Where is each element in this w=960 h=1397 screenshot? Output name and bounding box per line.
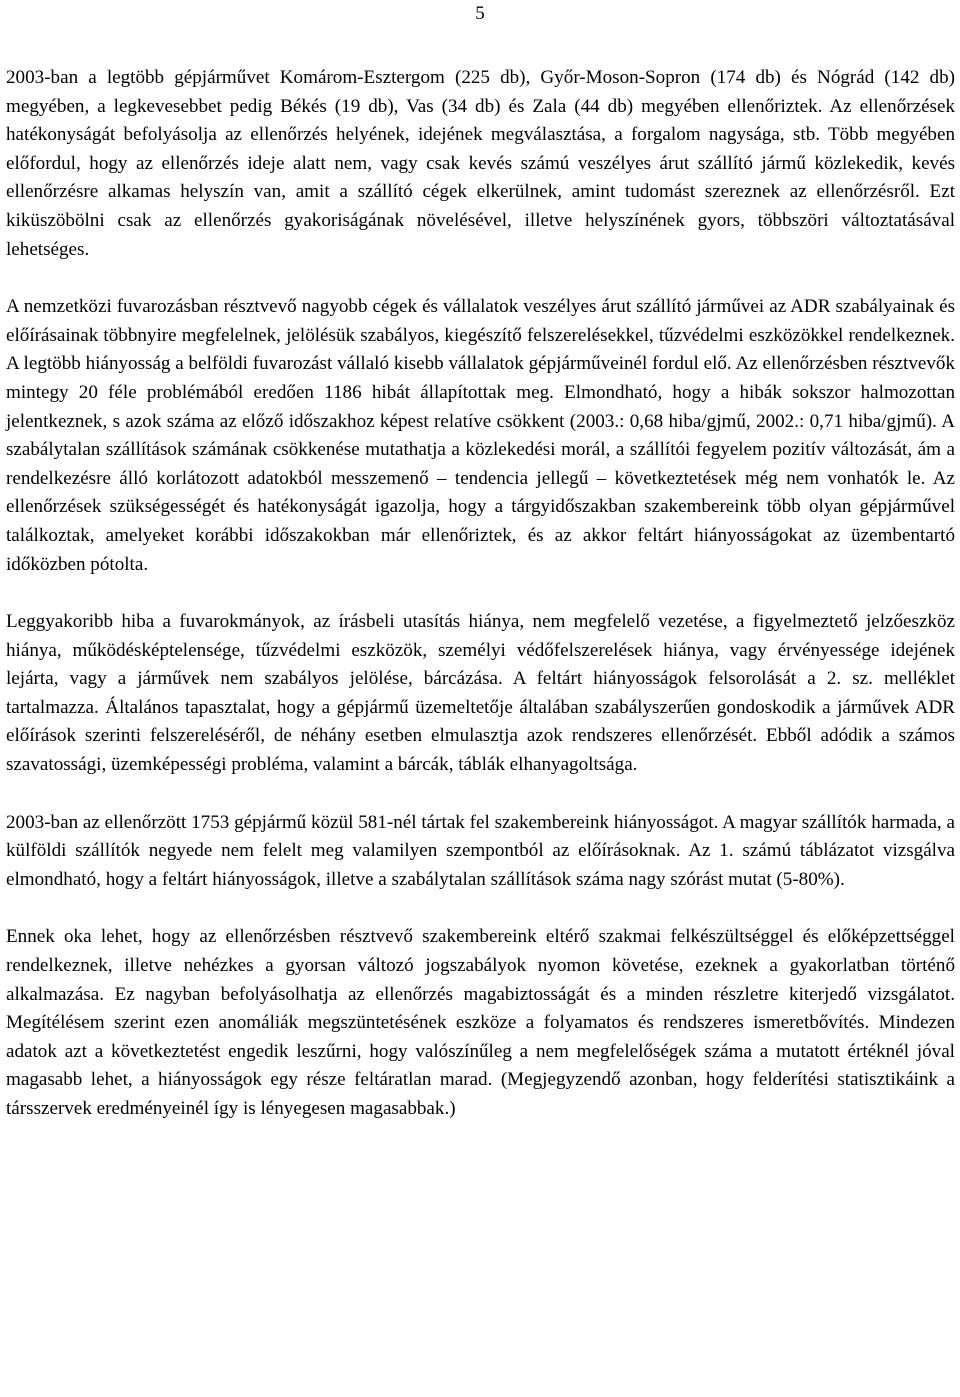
paragraph-2: A nemzetközi fuvarozásban résztvevő nagyobb cégek és vállalatok veszélyes árut szállító járművei az ADR szabályainak és előírásainak többnyire megfelelnek, jelölésük szabályos, kiegészítő felszerelésekkel, tűzvédelmi eszközökkel rendelkeznek. A legtöbb hiányosság a belföldi fuvarozást vállaló kisebb vállalatok gépjárműveinél fordul elő. Az ellenőrzésben résztvevők mintegy 20 féle problémából eredően 1186 hibát állapítottak meg. Elmondható, hogy a hibák sokszor halmozottan jelentkeznek, s azok száma az előző időszakhoz képest relatíve csökkent (2003.: 0,68 hiba/gjmű, 2002.: 0,71 hiba/gjmű). A szabálytalan szállítások számának csökkenése mutathatja a közlekedési morál, a szállítói fegyelem pozitív változását, ám a rendelkezésre álló korlátozott adatokból messzemenő – tendencia jellegű – következtetések még nem vonhatók le. Az ellenőrzések szükségességét és hatékonyságát igazolja, hogy a tárgyidőszakban szakembereink több olyan gépjárművel találkoztak, amelyeket korábbi időszakokban már ellenőriztek, és az akkor feltárt hiányosságokat az üzembentartó időközben pótolta. [6, 296, 955, 575]
paragraph-4: 2003-ban az ellenőrzött 1753 gépjármű közül 581-nél tártak fel szakembereink hiányosságot. A magyar szállítók harmada, a külföldi szállítók negyede nem felelt meg valamilyen szempontból az előírásoknak. Az 1. számú táblázatot vizsgálva elmondható, hogy a feltárt hiányosságok, illetve a szabálytalan szállítások száma nagy szórást mutat (5-80%). [6, 811, 955, 890]
page-number: 5 [475, 3, 485, 24]
paragraph-3: Leggyakoribb hiba a fuvarokmányok, az írásbeli utasítás hiánya, nem megfelelő vezetése, a figyelmeztető jelzőeszköz hiánya, működésképtelensége, tűzvédelmi eszközök, személyi védőfelszerelések hiánya, vagy érvényessége idejének lejárta, vagy a járművek nem szabályos jelölése, bárcázása. A feltárt hiányosságok felsorolását a 2. sz. melléklet tartalmazza. Általános tapasztalat, hogy a gépjármű üzemeltetője általában szabályszerűen gondoskodik a járművek ADR előírások szerinti felszereléséről, de néhány esetben elmulasztja azok rendszeres ellenőrzését. Ebből adódik a számos szavatossági, üzemképességi probléma, valamint a bárcák, táblák elhanyagoltsága. [6, 611, 955, 776]
paragraph-1: 2003-ban a legtöbb gépjárművet Komárom-Esztergom (225 db), Győr-Moson-Sopron (174 db) és Nógrád (142 db) megyében, a legkevesebbet pedig Békés (19 db), Vas (34 db) és Zala (44 db) megyében ellenőriztek. Az ellenőrzések hatékonyságát befolyásolja az ellenőrzés helyének, idejének megválasztása, a forgalom nagysága, stb. Több megyében előfordul, hogy az ellenőrzés ideje alatt nem, vagy csak kevés számú veszélyes árut szállító jármű közlekedik, kevés ellenőrzésre alkamas helyszín van, amit a szállító cégek elkerülnek, amint tudomást szereznek az ellenőrzésről. Ezt kiküszöbölni csak az ellenőrzés gyakoriságának növelésével, illetve helyszínének gyors, többszöri változtatásával lehetséges. [6, 67, 955, 260]
paragraph-5: Ennek oka lehet, hogy az ellenőrzésben résztvevő szakembereink eltérő szakmai felkészültséggel és előképzettséggel rendelkeznek, illetve nehézkes a gyorsan változó jogszabályok nyomon követése, ezeknek a gyakorlatban történő alkalmazása. Ez nagyban befolyásolhatja az ellenőrzés magabiztosságát és a minden részletre kiterjedő vizsgálatot. Megítélésem szerint ezen anomáliák megszüntetésének eszköze a folyamatos és rendszeres ismeretbővítés. Mindezen adatok azt a következtetést engedik leszűrni, hogy valószínűleg a nem megfelelőségek száma a mutatott értéknél jóval magasabb lehet, a hiányosságok egy része feltáratlan marad. (Megjegyzendő azonban, hogy felderítési statisztikáink a társszervek eredményeinél így is lényegesen magasabbak.) [6, 926, 955, 1119]
document-body [6, 64, 955, 1124]
